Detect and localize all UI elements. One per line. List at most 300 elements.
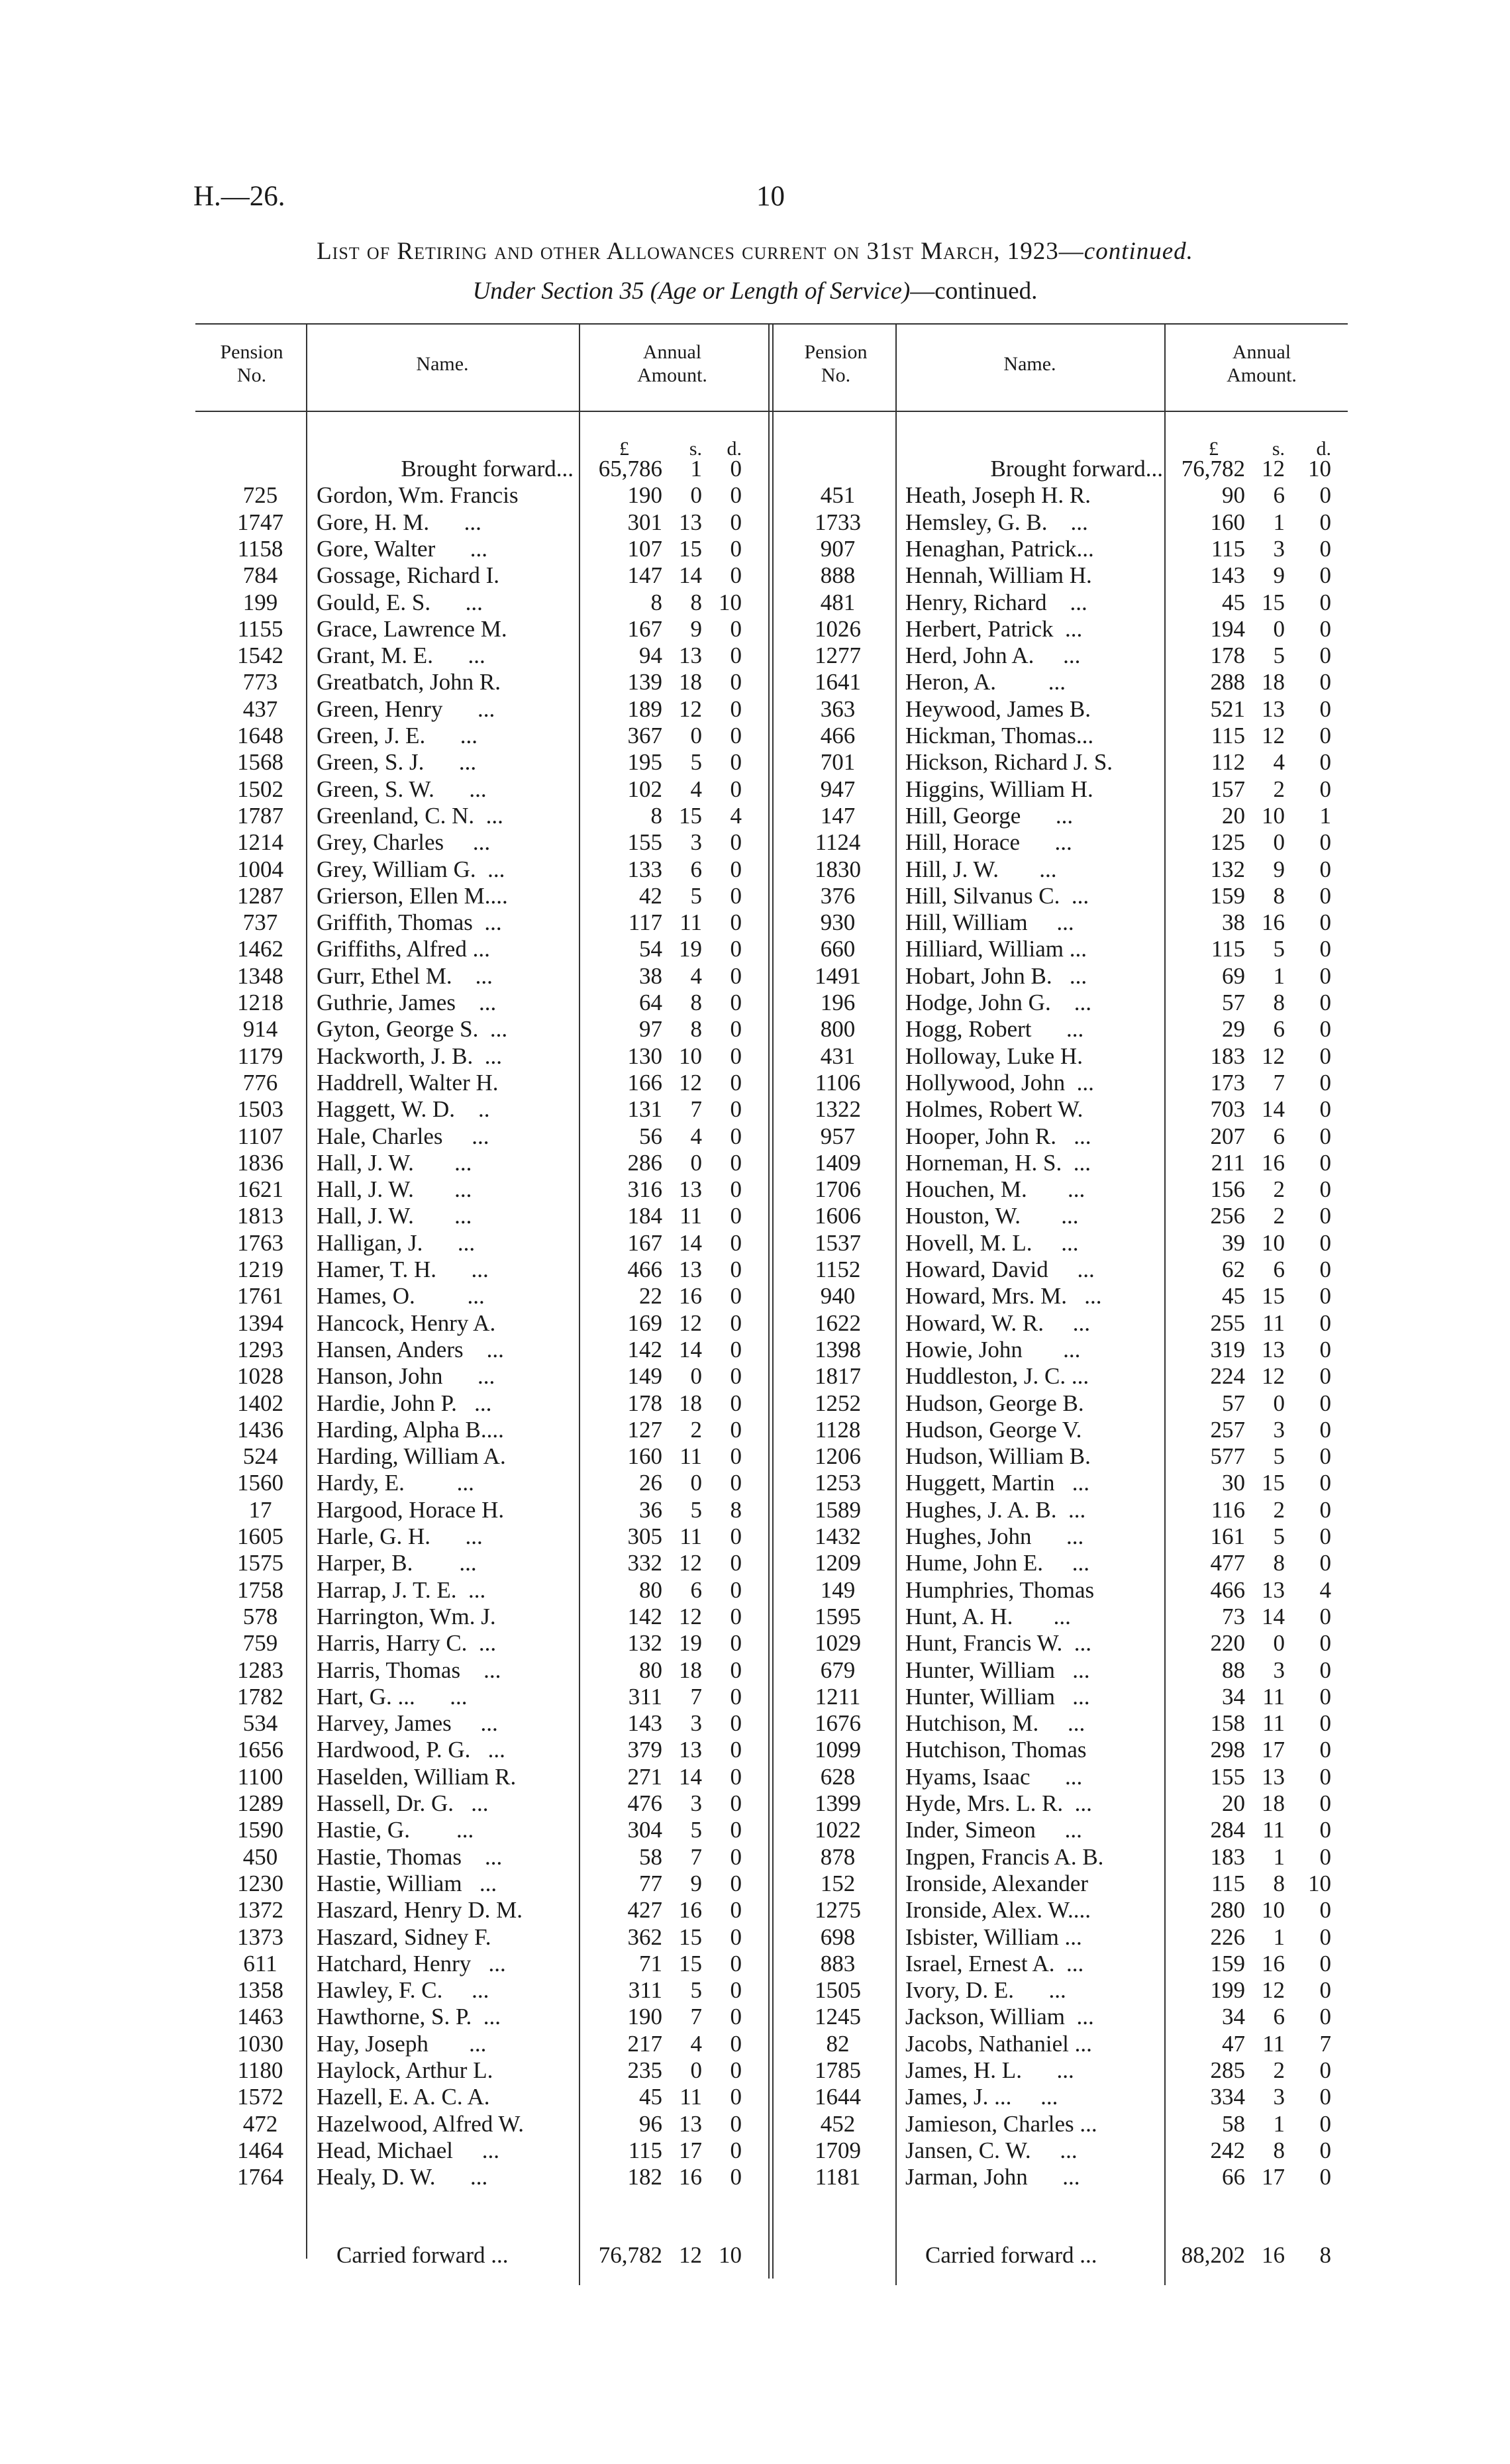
pensioner-name: Henry, Richard ...	[905, 589, 1087, 615]
pensioner-name: Green, Henry ...	[317, 695, 495, 722]
annual-amount-shillings: 12	[1262, 1977, 1285, 2004]
pension-number: 611	[243, 1950, 277, 1976]
pensioner-name: Green, J. E. ...	[317, 723, 478, 748]
pension-number: 1181	[815, 2164, 861, 2190]
pension-number: 149	[820, 1576, 856, 1603]
annual-amount-pounds: 199	[1210, 1977, 1245, 2004]
pensioner-name: Harper, B. ...	[317, 1550, 477, 1576]
pension-number: 1179	[237, 1043, 283, 1069]
annual-amount-pence: 0	[730, 2164, 742, 2190]
annual-amount-pence: 0	[730, 1603, 742, 1629]
pensioner-name: Hart, G. ... ...	[317, 1683, 468, 1710]
annual-amount-pence: 0	[730, 829, 742, 856]
annual-amount-shillings: 5	[1273, 936, 1285, 962]
pension-number: 1372	[237, 1897, 283, 1924]
annual-amount-pence: 0	[1319, 2110, 1331, 2137]
annual-amount-pounds: 178	[627, 1390, 662, 1416]
pension-number: 737	[242, 909, 278, 936]
pensioner-name: Hill, George ...	[905, 802, 1074, 829]
annual-amount-pence: 0	[730, 723, 742, 748]
annual-amount-pence: 0	[1319, 1390, 1331, 1416]
annual-amount-pence: 0	[730, 1149, 742, 1176]
pensioner-name: Jarman, John ...	[905, 2164, 1080, 2190]
pensioner-name: Hunt, Francis W. ...	[905, 1630, 1091, 1657]
annual-amount-pence: 0	[730, 1550, 742, 1576]
annual-amount-shillings: 14	[679, 562, 702, 589]
pensioner-name: Hargood, Horace H.	[317, 1496, 505, 1523]
annual-amount-shillings: 2	[1273, 1203, 1285, 1229]
pension-number: 17	[248, 1496, 272, 1523]
annual-amount-shillings: 13	[1262, 1763, 1285, 1790]
annual-amount-shillings: 3	[1273, 1416, 1285, 1443]
annual-amount-pounds: 427	[627, 1897, 662, 1924]
pensioner-name: Haylock, Arthur L.	[317, 2057, 493, 2083]
annual-amount-pounds: 57	[1222, 1390, 1245, 1416]
pension-number: 1230	[237, 1870, 283, 1896]
annual-amount-pounds: 217	[627, 2030, 662, 2057]
pound-unit-label: £	[619, 438, 629, 460]
annual-amount-pence: 0	[1319, 1336, 1331, 1362]
annual-amount-shillings: 6	[690, 1576, 702, 1603]
pension-number: 1436	[237, 1416, 283, 1443]
annual-amount-pounds: 271	[627, 1763, 662, 1790]
annual-amount-pounds: 127	[627, 1416, 662, 1443]
pensioner-name: Hansen, Anders ...	[317, 1336, 504, 1362]
name-heading: Name.	[416, 353, 469, 375]
annual-amount-shillings: 17	[679, 2137, 702, 2163]
annual-amount-pence: 0	[730, 1523, 742, 1549]
pension-number: 907	[820, 535, 856, 562]
pensioner-name: Gossage, Richard I.	[317, 562, 500, 589]
pensioner-name: Griffith, Thomas ...	[317, 909, 502, 936]
annual-amount-shillings: 11	[1262, 2030, 1285, 2057]
pensioner-name: Hassell, Dr. G. ...	[317, 1790, 489, 1816]
pension-number: 1676	[815, 1710, 861, 1737]
annual-amount-pence: 7	[1319, 2030, 1331, 2057]
pension-number: 1275	[815, 1897, 861, 1924]
pension-number: 1358	[237, 1977, 283, 2004]
annual-amount-pence: 0	[1319, 962, 1331, 989]
brought-forward-label: Brought forward...	[401, 456, 574, 482]
brought-forward-label: Brought forward...	[990, 456, 1163, 482]
annual-amount-shillings: 2	[690, 1416, 702, 1443]
pensioner-name: Ironside, Alex. W....	[905, 1897, 1091, 1924]
annual-amount-shillings: 19	[679, 936, 702, 962]
pension-number: 1218	[237, 990, 283, 1015]
annual-amount-pence: 0	[1319, 482, 1331, 509]
annual-amount-shillings: 5	[690, 1817, 702, 1843]
annual-amount-heading: Amount.	[1227, 364, 1297, 386]
annual-amount-pence: 0	[1319, 1817, 1331, 1843]
annual-amount-pence: 0	[730, 1176, 742, 1203]
annual-amount-pounds: 115	[1211, 535, 1245, 562]
annual-amount-pounds: 107	[627, 535, 662, 562]
pensioner-name: Gore, Walter ...	[317, 535, 487, 562]
brought-forward-pounds: 76,782	[1181, 456, 1245, 482]
pension-number: 1026	[815, 615, 861, 642]
annual-amount-pence: 0	[730, 1897, 742, 1924]
pension-number: 701	[820, 749, 856, 776]
pensioner-name: Houston, W. ...	[905, 1203, 1079, 1229]
carried-forward-pence: 8	[1319, 2242, 1331, 2268]
annual-amount-pounds: 305	[627, 1523, 662, 1549]
annual-amount-shillings: 15	[679, 802, 702, 829]
annual-amount-pounds: 8	[650, 589, 662, 615]
annual-amount-pence: 0	[730, 1924, 742, 1950]
annual-amount-shillings: 12	[679, 1550, 702, 1576]
pension-number: 1028	[237, 1363, 283, 1390]
annual-amount-pounds: 257	[1210, 1416, 1245, 1443]
pension-number: 1590	[237, 1817, 283, 1843]
pensioner-name: Head, Michael ...	[317, 2137, 500, 2163]
annual-amount-pence: 0	[730, 535, 742, 562]
pension-number: 1348	[237, 962, 283, 989]
pensioner-name: Hume, John E. ...	[905, 1550, 1090, 1576]
annual-amount-pounds: 224	[1210, 1363, 1245, 1390]
annual-amount-pounds: 226	[1210, 1924, 1245, 1950]
pensioner-name: Grey, Charles ...	[317, 829, 491, 856]
pension-number: 888	[820, 562, 856, 589]
pension-number: 776	[242, 1069, 278, 1096]
annual-amount-pence: 0	[1319, 1283, 1331, 1309]
annual-amount-pence: 0	[1319, 1363, 1331, 1390]
annual-amount-pounds: 190	[627, 2004, 662, 2030]
annual-amount-pence: 0	[1319, 882, 1331, 909]
pensioner-name: Harris, Harry C. ...	[317, 1630, 497, 1657]
annual-amount-shillings: 7	[690, 1843, 702, 1870]
annual-amount-shillings: 1	[1273, 509, 1285, 535]
annual-amount-shillings: 5	[690, 882, 702, 909]
annual-amount-pounds: 34	[1222, 1683, 1245, 1710]
annual-amount-shillings: 5	[690, 1496, 702, 1523]
pension-no-heading: Pension	[804, 341, 868, 363]
pension-number: 947	[820, 776, 856, 802]
carried-forward-pounds: 76,782	[598, 2242, 662, 2268]
pensioner-name: Hastie, Thomas ...	[317, 1843, 503, 1870]
annual-amount-pounds: 159	[1210, 882, 1245, 909]
annual-amount-pounds: 158	[1210, 1710, 1245, 1737]
annual-amount-pence: 0	[1319, 1550, 1331, 1576]
pension-number: 1293	[237, 1336, 283, 1362]
annual-amount-pence: 0	[730, 2110, 742, 2137]
annual-amount-shillings: 11	[680, 1523, 702, 1549]
annual-amount-shillings: 14	[679, 1763, 702, 1790]
pensioner-name: Hames, O. ...	[317, 1283, 485, 1309]
pensioner-name: Hovell, M. L. ...	[905, 1229, 1079, 1256]
annual-amount-pence: 0	[1319, 1710, 1331, 1737]
pensioner-name: Hobart, John B. ...	[905, 962, 1087, 989]
annual-amount-pounds: 131	[627, 1096, 662, 1123]
pensioner-name: Griffiths, Alfred ...	[317, 936, 490, 962]
annual-amount-shillings: 16	[679, 1283, 702, 1309]
pensioner-name: James, H. L. ...	[905, 2057, 1074, 2083]
annual-amount-shillings: 17	[1262, 1737, 1285, 1763]
pensioner-name: Hyde, Mrs. L. R. ...	[905, 1790, 1092, 1816]
annual-amount-pence: 10	[719, 589, 742, 615]
annual-amount-pounds: 56	[639, 1123, 662, 1149]
annual-amount-pounds: 173	[1210, 1069, 1245, 1096]
annual-amount-pence: 0	[730, 1016, 742, 1043]
pensioner-name: Gore, H. M. ...	[317, 509, 481, 535]
annual-amount-shillings: 18	[679, 1657, 702, 1683]
annual-amount-pence: 0	[730, 1443, 742, 1470]
annual-amount-pounds: 77	[639, 1870, 662, 1896]
pensioner-name: Hawley, F. C. ...	[317, 1977, 489, 2004]
pension-number: 1124	[815, 829, 861, 856]
pension-number: 1100	[237, 1763, 283, 1790]
annual-amount-pounds: 97	[639, 1016, 662, 1043]
pension-number: 940	[820, 1283, 856, 1309]
pension-number: 725	[242, 482, 278, 509]
annual-amount-shillings: 4	[690, 776, 702, 802]
pensioner-name: Hastie, G. ...	[317, 1817, 474, 1843]
annual-amount-heading: Annual	[642, 341, 702, 363]
pension-number: 534	[242, 1710, 278, 1737]
annual-amount-pounds: 73	[1222, 1603, 1245, 1629]
annual-amount-shillings: 15	[1262, 1470, 1285, 1496]
annual-amount-shillings: 18	[679, 669, 702, 695]
annual-amount-shillings: 5	[1273, 642, 1285, 669]
annual-amount-pence: 0	[730, 1123, 742, 1149]
annual-amount-shillings: 11	[680, 1443, 702, 1470]
pensioner-name: Higgins, William H.	[905, 776, 1093, 802]
pensioner-name: Haggett, W. D. ..	[317, 1096, 490, 1123]
annual-amount-shillings: 7	[690, 1096, 702, 1123]
pensioner-name: Hughes, John ...	[905, 1523, 1084, 1549]
pension-number: 1106	[815, 1069, 861, 1096]
pension-number: 466	[820, 723, 856, 748]
annual-amount-pounds: 143	[627, 1710, 662, 1737]
annual-amount-pounds: 334	[1210, 2084, 1245, 2110]
annual-amount-pence: 0	[1319, 1443, 1331, 1470]
pensioner-name: Grace, Lawrence M.	[317, 615, 507, 642]
annual-amount-shillings: 4	[1273, 749, 1285, 776]
annual-amount-pence: 0	[1319, 936, 1331, 962]
pensioner-name: Hancock, Henry A.	[317, 1309, 496, 1336]
annual-amount-shillings: 0	[690, 2057, 702, 2083]
pence-unit-label: d.	[727, 438, 742, 460]
pension-number: 1709	[815, 2137, 861, 2163]
annual-amount-pounds: 703	[1210, 1096, 1245, 1123]
pensioner-name: Hunter, William ...	[905, 1657, 1090, 1683]
annual-amount-pounds: 8	[650, 802, 662, 829]
annual-amount-pence: 0	[1319, 1843, 1331, 1870]
pensioner-name: Holmes, Robert W.	[905, 1096, 1083, 1123]
pension-number: 1373	[237, 1924, 283, 1950]
annual-amount-pence: 0	[730, 1363, 742, 1390]
annual-amount-pounds: 183	[1210, 1843, 1245, 1870]
annual-amount-shillings: 13	[679, 2110, 702, 2137]
pension-number: 199	[242, 589, 278, 615]
annual-amount-pounds: 155	[627, 829, 662, 856]
annual-amount-pence: 0	[1319, 1149, 1331, 1176]
annual-amount-pounds: 115	[1211, 1870, 1245, 1896]
pension-number: 1761	[237, 1283, 283, 1309]
annual-amount-pence: 0	[1319, 2084, 1331, 2110]
annual-amount-shillings: 11	[1262, 1817, 1285, 1843]
annual-amount-pence: 0	[730, 1737, 742, 1763]
annual-amount-pence: 0	[1319, 1950, 1331, 1976]
pension-number: 1830	[815, 856, 861, 882]
pension-number: 1605	[237, 1523, 283, 1549]
pension-number: 1505	[815, 1977, 861, 2004]
pension-number: 1764	[237, 2164, 283, 2190]
pensioner-name: Harding, William A.	[317, 1443, 506, 1470]
annual-amount-pounds: 466	[627, 1257, 662, 1282]
annual-amount-shillings: 18	[679, 1390, 702, 1416]
pensioner-name: Hill, Silvanus C. ...	[905, 882, 1089, 909]
pensioner-name: Howie, John ...	[905, 1336, 1081, 1362]
pension-number: 1432	[815, 1523, 861, 1549]
pensioner-name: Isbister, William ...	[905, 1924, 1082, 1950]
annual-amount-pence: 0	[730, 1576, 742, 1603]
pensioner-name: Hanson, John ...	[317, 1363, 495, 1390]
annual-amount-shillings: 7	[1273, 1069, 1285, 1096]
pensioner-name: Haszard, Sidney F.	[317, 1924, 491, 1950]
annual-amount-pence: 0	[1319, 1897, 1331, 1924]
pensioner-name: Hay, Joseph ...	[317, 2030, 487, 2057]
column-divider	[772, 323, 774, 2279]
annual-amount-pence: 0	[1319, 1257, 1331, 1282]
annual-amount-pounds: 36	[639, 1496, 662, 1523]
annual-amount-pounds: 29	[1222, 1016, 1245, 1043]
pension-number: 1787	[237, 802, 283, 829]
annual-amount-pence: 0	[730, 909, 742, 936]
annual-amount-shillings: 8	[1273, 990, 1285, 1015]
annual-amount-pence: 0	[730, 1416, 742, 1443]
annual-amount-pounds: 304	[627, 1817, 662, 1843]
pensioner-name: Hawthorne, S. P. ...	[317, 2004, 501, 2030]
pensioner-name: Heron, A. ...	[905, 669, 1066, 695]
pension-number: 1219	[237, 1257, 283, 1282]
annual-amount-pounds: 38	[1222, 909, 1245, 936]
annual-amount-pounds: 256	[1210, 1203, 1245, 1229]
annual-amount-shillings: 11	[1262, 1309, 1285, 1336]
annual-amount-pence: 0	[1319, 695, 1331, 722]
carried-forward-shillings: 16	[1262, 2242, 1285, 2268]
annual-amount-shillings: 13	[679, 1737, 702, 1763]
annual-amount-shillings: 4	[690, 962, 702, 989]
annual-amount-pence: 0	[730, 776, 742, 802]
pensioner-name: Green, S. J. ...	[317, 749, 477, 776]
annual-amount-pence: 0	[1319, 2164, 1331, 2190]
annual-amount-pence: 0	[1319, 1203, 1331, 1229]
annual-amount-pence: 0	[730, 1043, 742, 1069]
pensioner-name: Greenland, C. N. ...	[317, 802, 503, 829]
annual-amount-shillings: 13	[679, 509, 702, 535]
pension-number: 1155	[237, 615, 283, 642]
annual-amount-pence: 0	[730, 1069, 742, 1096]
annual-amount-shillings: 14	[1262, 1096, 1285, 1123]
annual-amount-pence: 0	[1319, 1069, 1331, 1096]
pensioner-name: Hill, J. W. ...	[905, 856, 1057, 882]
pension-number: 1209	[815, 1550, 861, 1576]
annual-amount-shillings: 18	[1262, 1790, 1285, 1816]
pensioner-name: Harrington, Wm. J.	[317, 1603, 496, 1629]
pension-number: 1622	[815, 1309, 861, 1336]
annual-amount-pence: 0	[1319, 1683, 1331, 1710]
annual-amount-pence: 0	[730, 882, 742, 909]
annual-amount-shillings: 19	[679, 1630, 702, 1657]
annual-amount-shillings: 7	[690, 2004, 702, 2030]
carried-forward-label: Carried forward ...	[336, 2242, 509, 2268]
annual-amount-shillings: 15	[679, 1950, 702, 1976]
pensioner-name: Hooper, John R. ...	[905, 1123, 1091, 1149]
pension-number: 1214	[237, 829, 283, 856]
annual-amount-pence: 8	[730, 1496, 742, 1523]
pensioner-name: Hickman, Thomas...	[905, 723, 1094, 748]
brought-forward-shillings: 12	[1262, 456, 1285, 482]
brought-forward-shillings: 1	[690, 456, 702, 482]
annual-amount-shillings: 14	[1262, 1603, 1285, 1629]
pensioner-name: Hardy, E. ...	[317, 1470, 474, 1496]
annual-amount-shillings: 0	[690, 482, 702, 509]
annual-amount-pounds: 286	[627, 1149, 662, 1176]
annual-amount-pounds: 54	[639, 936, 662, 962]
annual-amount-pounds: 142	[627, 1336, 662, 1362]
pensioner-name: Hazell, E. A. C. A.	[317, 2084, 490, 2110]
annual-amount-pence: 0	[1319, 1309, 1331, 1336]
annual-amount-shillings: 12	[679, 1069, 702, 1096]
annual-amount-shillings: 0	[690, 723, 702, 748]
annual-amount-shillings: 16	[1262, 909, 1285, 936]
brought-forward-pounds: 65,786	[598, 456, 662, 482]
annual-amount-shillings: 9	[690, 615, 702, 642]
annual-amount-pounds: 332	[627, 1550, 662, 1576]
pension-number: 784	[242, 562, 278, 589]
annual-amount-pence: 0	[730, 1390, 742, 1416]
pensioner-name: Harle, G. H. ...	[317, 1523, 483, 1549]
pension-number: 878	[820, 1843, 856, 1870]
annual-amount-pounds: 183	[1210, 1043, 1245, 1069]
annual-amount-shillings: 8	[1273, 2137, 1285, 2163]
pension-number: 1409	[815, 1149, 861, 1176]
pension-number: 1644	[815, 2084, 861, 2110]
annual-amount-pence: 0	[1319, 1176, 1331, 1203]
annual-amount-shillings: 8	[690, 589, 702, 615]
annual-amount-pounds: 90	[1222, 482, 1245, 509]
annual-amount-pounds: 211	[1211, 1149, 1245, 1176]
pensioner-name: Harrap, J. T. E. ...	[317, 1576, 486, 1603]
pension-number: 1641	[815, 669, 861, 695]
annual-amount-pence: 0	[730, 1950, 742, 1976]
pensioner-name: Hutchison, M. ...	[905, 1710, 1085, 1737]
annual-amount-pence: 0	[730, 749, 742, 776]
annual-amount-pounds: 42	[639, 882, 662, 909]
annual-amount-pence: 0	[1319, 2137, 1331, 2163]
annual-amount-shillings: 8	[1273, 882, 1285, 909]
pension-number: 524	[242, 1443, 278, 1470]
annual-amount-pounds: 155	[1210, 1763, 1245, 1790]
annual-amount-pounds: 161	[1210, 1523, 1245, 1549]
pension-number: 1180	[237, 2057, 283, 2083]
annual-amount-shillings: 11	[1262, 1710, 1285, 1737]
pension-number: 660	[820, 936, 856, 962]
pensioner-name: Jacobs, Nathaniel ...	[905, 2030, 1092, 2057]
pensioner-name: Huggett, Martin ...	[905, 1470, 1090, 1496]
annual-amount-pounds: 58	[1222, 2110, 1245, 2137]
pensioner-name: Heywood, James B.	[905, 695, 1091, 722]
annual-amount-pounds: 182	[627, 2164, 662, 2190]
annual-amount-shillings: 8	[1273, 1550, 1285, 1576]
pension-number: 1656	[237, 1737, 283, 1763]
pension-number: 1322	[815, 1096, 861, 1123]
annual-amount-shillings: 0	[690, 1470, 702, 1496]
pound-unit-label: £	[1209, 438, 1219, 460]
annual-amount-pounds: 80	[639, 1576, 662, 1603]
annual-amount-pence: 0	[730, 2137, 742, 2163]
annual-amount-shillings: 3	[1273, 2084, 1285, 2110]
